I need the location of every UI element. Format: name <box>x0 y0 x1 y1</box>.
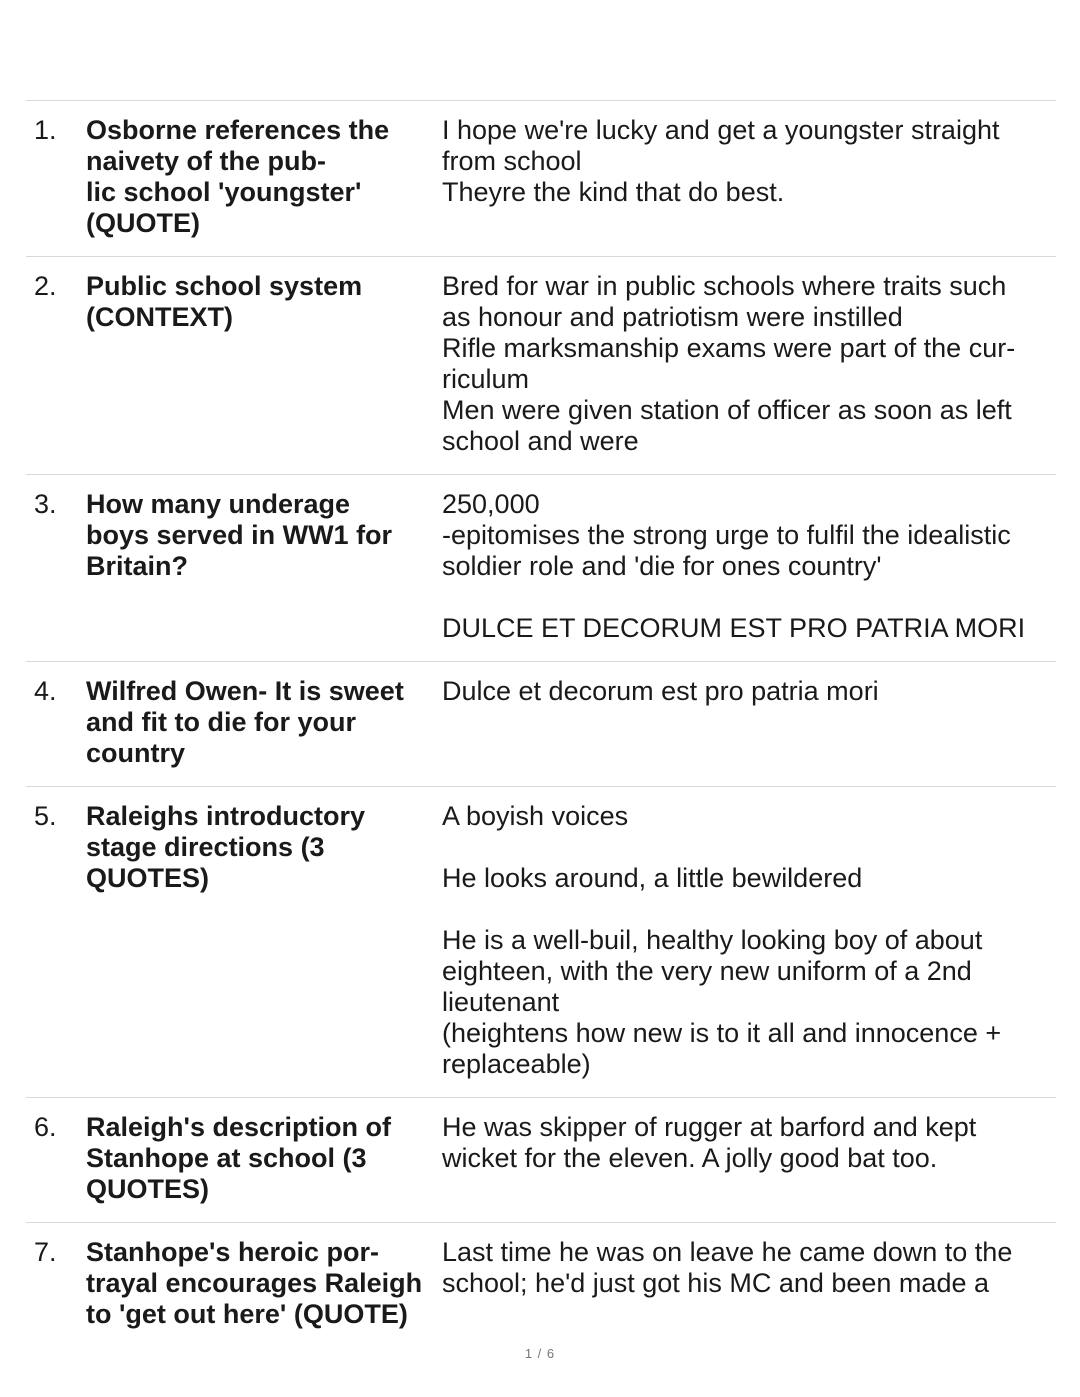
card-definition: 250,000 -epitomises the strong urge to fulfil the idealistic soldier role and 'die for ones country' DULCE ET DECORUM EST PRO PATRIA MORI <box>442 489 1026 643</box>
card-term: Stanhope's heroic por- trayal encourages Raleigh to 'get out here' (QUOTE) <box>86 1237 423 1329</box>
card-number: 5. <box>34 801 57 831</box>
card-1 <box>26 100 1056 256</box>
card-2 <box>26 256 1056 474</box>
card-number: 6. <box>34 1112 57 1142</box>
card-number: 3. <box>34 489 57 519</box>
card-4 <box>26 661 1056 786</box>
page-indicator: 1 / 6 <box>524 1346 556 1361</box>
card-number: 2. <box>34 271 57 301</box>
card-definition: Dulce et decorum est pro patria mori <box>442 676 879 706</box>
card-number: 1. <box>34 115 57 145</box>
card-5 <box>26 786 1056 1097</box>
card-number: 7. <box>34 1237 57 1267</box>
card-term: Osborne references the naivety of the pub- lic school 'youngster' (QUOTE) <box>86 115 390 238</box>
card-term: How many underage boys served in WW1 for Britain? <box>86 489 393 581</box>
card-definition: He was skipper of rugger at barford and kept wicket for the eleven. A jolly good bat too. <box>442 1112 977 1173</box>
card-definition: A boyish voices He looks around, a little bewildered He is a well-buil, healthy looking boy of about eighteen, with the very new uniform of a 2nd lieutenant (heightens how new is to it all and innocence + replaceable) <box>442 801 1002 1079</box>
card-term: Public school system (CONTEXT) <box>86 271 363 332</box>
card-7 <box>26 1222 1056 1347</box>
card-term: Raleighs introductory stage directions (3 QUOTES) <box>86 801 366 893</box>
card-definition: I hope we're lucky and get a youngster straight from school Theyre the kind that do best. <box>442 115 1000 207</box>
card-definition: Last time he was on leave he came down to the school; he'd just got his MC and been made a <box>442 1237 1013 1298</box>
card-6 <box>26 1097 1056 1222</box>
card-definition: Bred for war in public schools where traits such as honour and patriotism were instilled Rifle marksmanship exams were part of the cur- riculum Men were given station of officer as soon as left school and were <box>442 271 1016 456</box>
card-term: Wilfred Owen- It is sweet and fit to die for your country <box>86 676 404 768</box>
card-3 <box>26 474 1056 661</box>
card-term: Raleigh's description of Stanhope at school (3 QUOTES) <box>86 1112 391 1204</box>
flashcard-list <box>26 100 1056 1347</box>
card-number: 4. <box>34 676 57 706</box>
